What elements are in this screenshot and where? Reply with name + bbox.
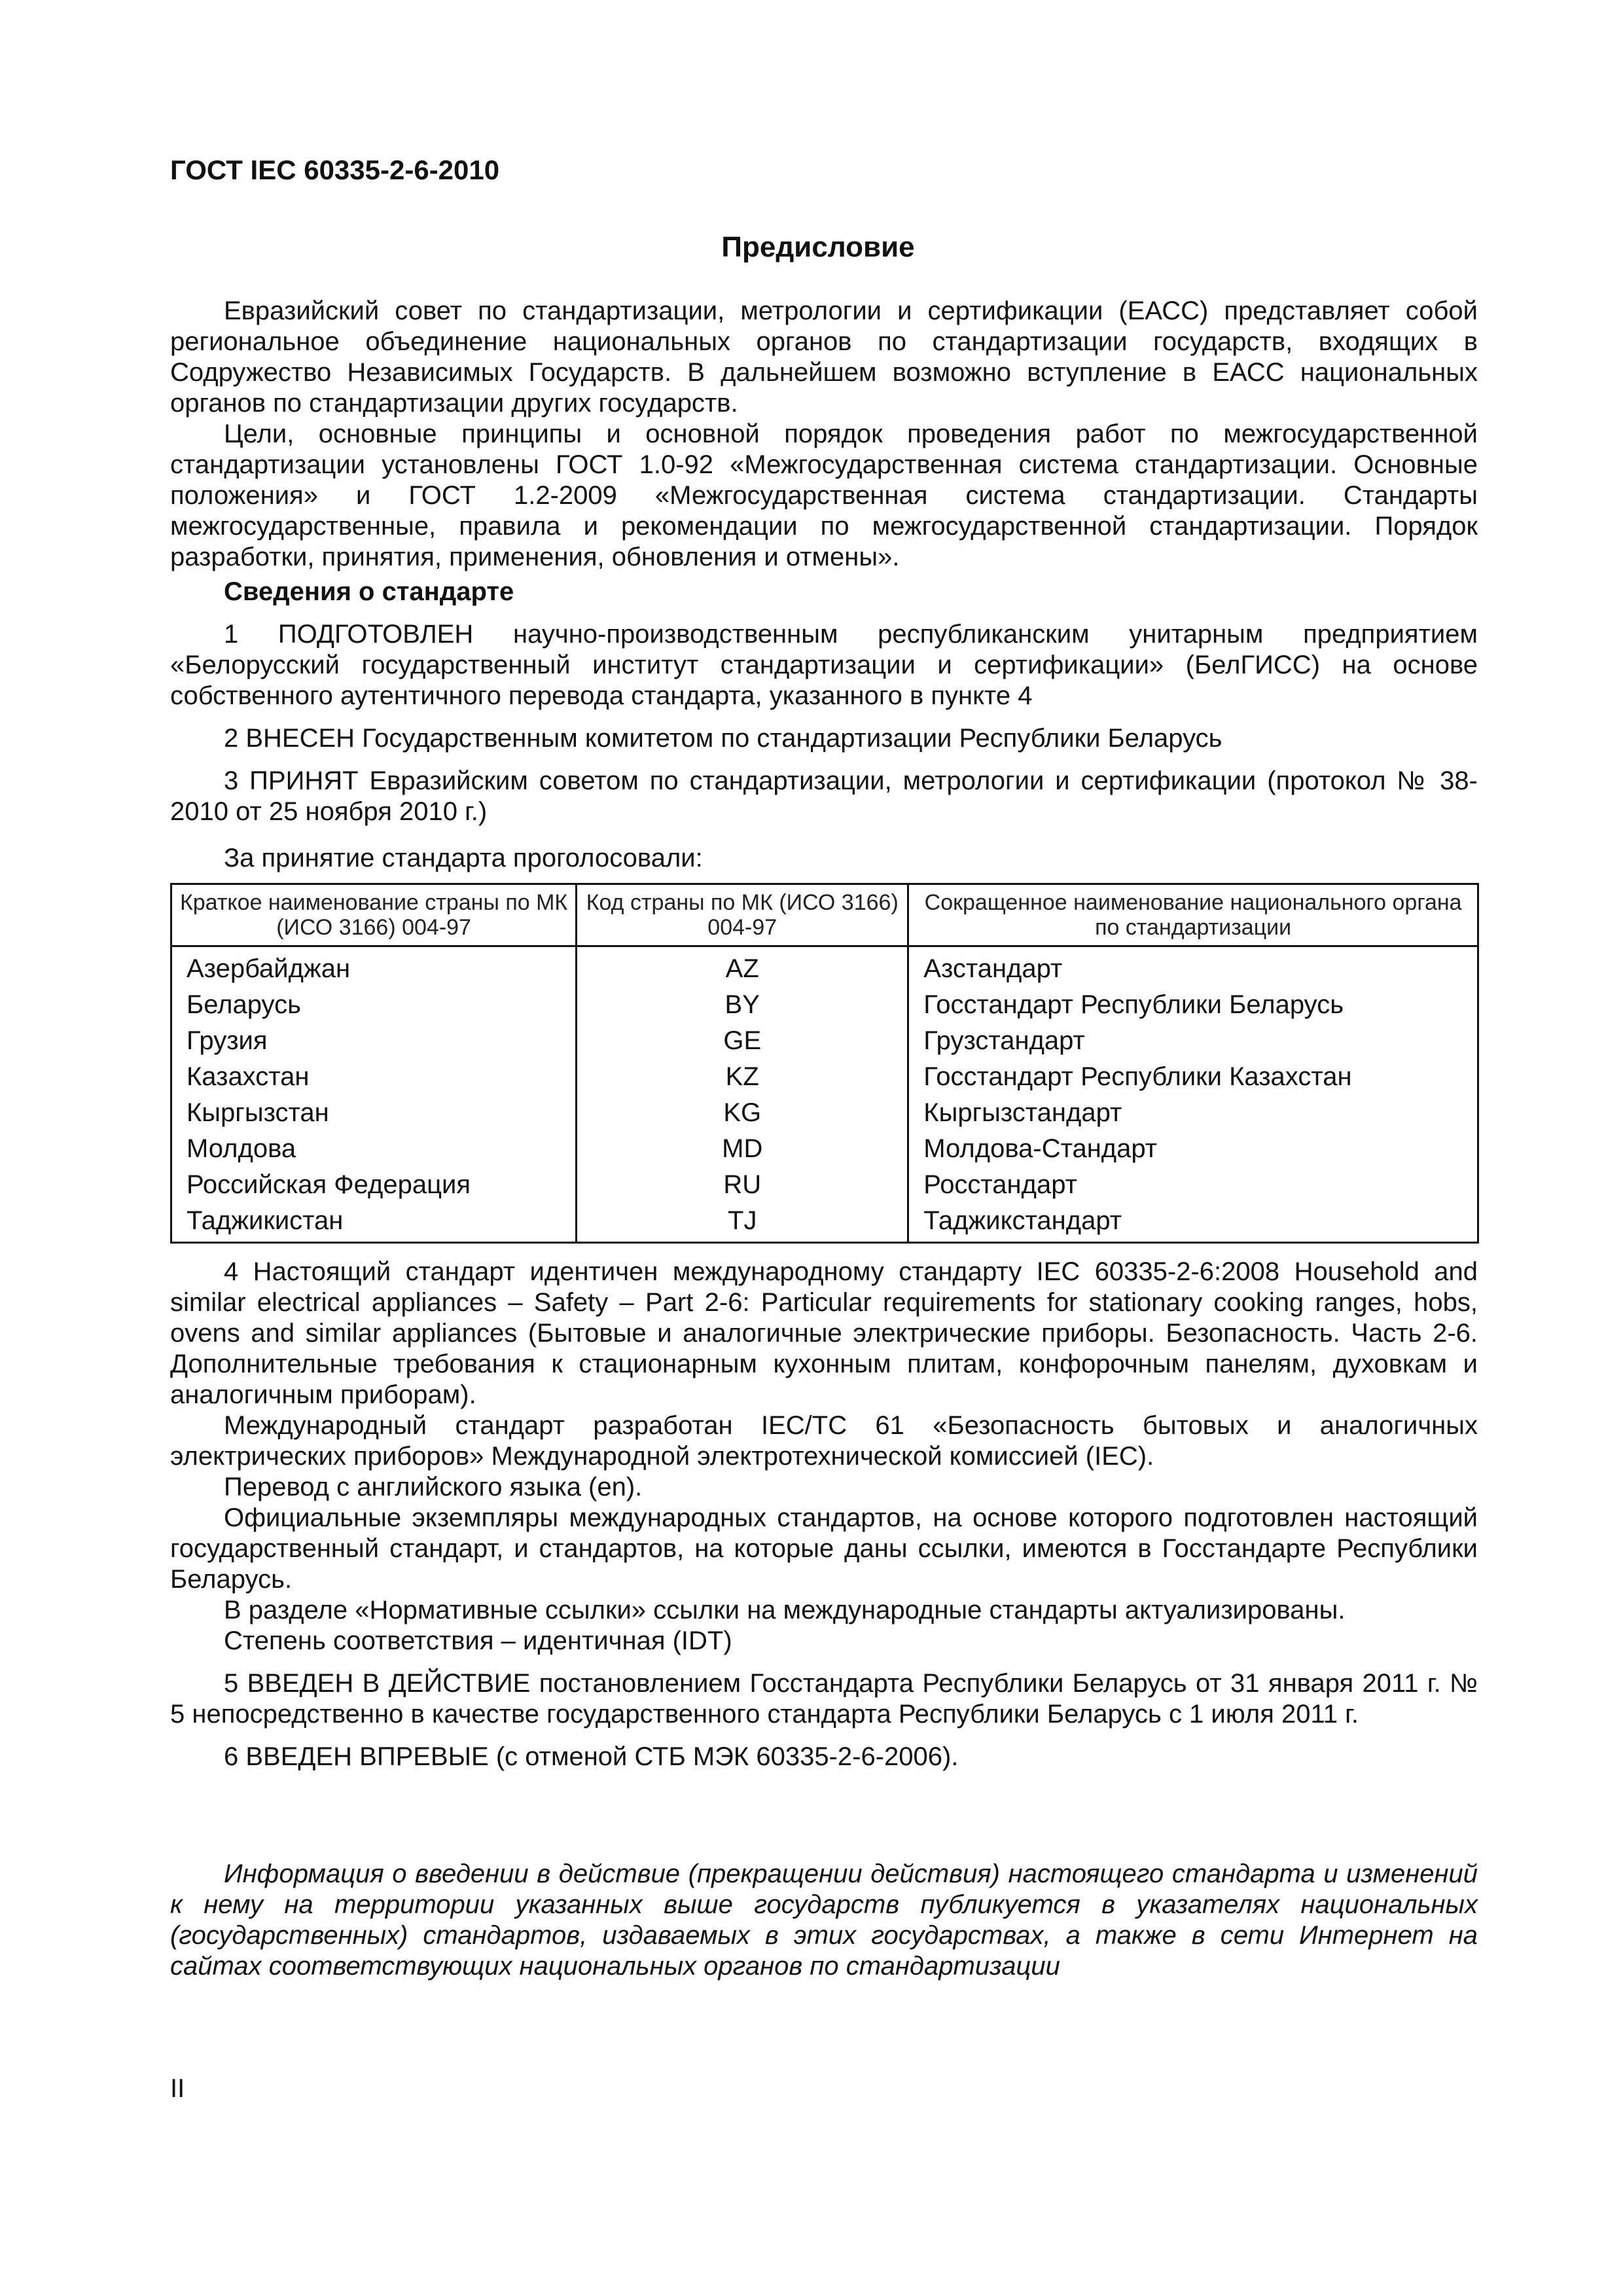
table-row [171, 1131, 1478, 1167]
item-4: 4 Настоящий стандарт идентичен международному стандарту IEC 60335-2-6:2008 Household and similar electrical appliances – Safety – Part 2-6: Particular requirements for stationary cooking ranges, hobs, ovens and similar appliances (Бытовые и аналогичные электрические приборы. Безопасность. Часть 2-6. Дополнительные требования к стационарным кухонным плитам, конфорочным панелям, духовкам и аналогичным приборам). [170, 1257, 1478, 1409]
item-2: 2 ВНЕСЕН Государственным комитетом по стандартизации Республики Беларусь [224, 724, 1222, 753]
country-cell: Казахстан [171, 1059, 577, 1095]
body-cell: Госстандарт Республики Беларусь [908, 987, 1478, 1023]
country-cell: Грузия [171, 1023, 577, 1059]
code-cell: TJ [577, 1203, 908, 1243]
country-cell: Кыргызстан [171, 1095, 577, 1131]
item-4-references: В разделе «Нормативные ссылки» ссылки на международные стандарты актуализированы. [224, 1596, 1346, 1624]
code-cell: MD [577, 1131, 908, 1167]
body-cell: Таджикстандарт [908, 1203, 1478, 1243]
code-cell: AZ [577, 946, 908, 988]
item-6: 6 ВВЕДЕН ВПРЕВЫЕ (с отменой СТБ МЭК 60335-2-6-2006). [224, 1742, 959, 1771]
table-row [171, 946, 1478, 988]
column-header-country: Краткое наименование страны по МК (ИСО 3166) 004-97 [171, 884, 577, 946]
country-cell: Молдова [171, 1131, 577, 1167]
intro-paragraph: Цели, основные принципы и основной порядок проведения работ по межгосударственной стандартизации установлены ГОСТ 1.0-92 «Межгосударственная система стандартизации. Основные положения» и ГОСТ 1.2-2009 «Межгосударственная система стандартизации. Стандарты межгосударственные, правила и рекомендации по межгосударственной стандартизации. Порядок разработки, принятия, применения, обновления и отмены». [170, 420, 1478, 571]
item-4-translation: Перевод с английского языка (en). [224, 1473, 643, 1501]
code-cell: GE [577, 1023, 908, 1059]
body-cell: Молдова-Стандарт [908, 1131, 1478, 1167]
item-3: 3 ПРИНЯТ Евразийским советом по стандартизации, метрологии и сертификации (протокол № 38-2010 от 25 ноября 2010 г.) [170, 766, 1478, 826]
item-4-conformity: Степень соответствия – идентичная (IDT) [224, 1626, 732, 1655]
item-5: 5 ВВЕДЕН В ДЕЙСТВИЕ постановлением Госстандарта Республики Беларусь от 31 января 2011 г. № 5 непосредственно в качестве государственного стандарта Республики Беларусь с 1 июля 2011 г. [170, 1669, 1478, 1729]
page-number: II [170, 2074, 185, 2103]
vote-label: За принятие стандарта проголосовали: [224, 844, 703, 872]
code-cell: KZ [577, 1059, 908, 1095]
country-cell: Азербайджан [171, 946, 577, 988]
country-cell: Беларусь [171, 987, 577, 1023]
info-note: Информация о введении в действие (прекращении действия) настоящего стандарта и изменений к нему на территории указанных выше государств публикуется в указателях национальных (государственных) стандартов, издаваемых в этих государствах, а также в сети Интернет на сайтах соответствующих национальных органов по стандартизации [170, 1859, 1478, 1981]
table-row [171, 987, 1478, 1023]
document-code: ГОСТ IEC 60335-2-6-2010 [170, 154, 500, 185]
body-cell: Госстандарт Республики Казахстан [908, 1059, 1478, 1095]
column-header-body: Сокращенное наименование национального органа по стандартизации [908, 884, 1478, 946]
page-title: Предисловие [721, 231, 915, 263]
table-row [171, 1203, 1478, 1243]
item-4-committee: Международный стандарт разработан IEC/TC 61 «Безопасность бытовых и аналогичных электрических приборов» Международной электротехнической комиссией (IEC). [170, 1411, 1478, 1471]
table-row [171, 1167, 1478, 1203]
country-cell: Российская Федерация [171, 1167, 577, 1203]
intro-paragraph: Евразийский совет по стандартизации, метрологии и сертификации (ЕАСС) представляет собой региональное объединение национальных органов по стандартизации государств, входящих в Содружество Независимых Государств. В дальнейшем возможно вступление в ЕАСС национальных органов по стандартизации других государств. [170, 296, 1478, 418]
table-row [171, 1095, 1478, 1131]
body-cell: Азстандарт [908, 946, 1478, 988]
code-cell: BY [577, 987, 908, 1023]
item-1: 1 ПОДГОТОВЛЕН научно-производственным республиканским унитарным предприятием «Белорусский государственный институт стандартизации и сертификации» (БелГИСС) на основе собственного аутентичного перевода стандарта, указанного в пункте 4 [170, 620, 1478, 710]
document-body [170, 296, 1478, 1982]
section-heading: Сведения о стандарте [224, 577, 514, 606]
body-cell: Кыргызстандарт [908, 1095, 1478, 1131]
table-row [171, 1023, 1478, 1059]
countries-table [170, 883, 1479, 1244]
code-cell: RU [577, 1167, 908, 1203]
table-header-row [171, 884, 1478, 946]
body-cell: Грузстандарт [908, 1023, 1478, 1059]
body-cell: Росстандарт [908, 1167, 1478, 1203]
table-row [171, 1059, 1478, 1095]
column-header-code: Код страны по МК (ИСО 3166) 004-97 [577, 884, 908, 946]
item-4-copies: Официальные экземпляры международных стандартов, на основе которого подготовлен настоящий государственный стандарт, и стандартов, на которые даны ссылки, имеются в Госстандарте Республики Беларусь. [170, 1503, 1478, 1594]
code-cell: KG [577, 1095, 908, 1131]
country-cell: Таджикистан [171, 1203, 577, 1243]
